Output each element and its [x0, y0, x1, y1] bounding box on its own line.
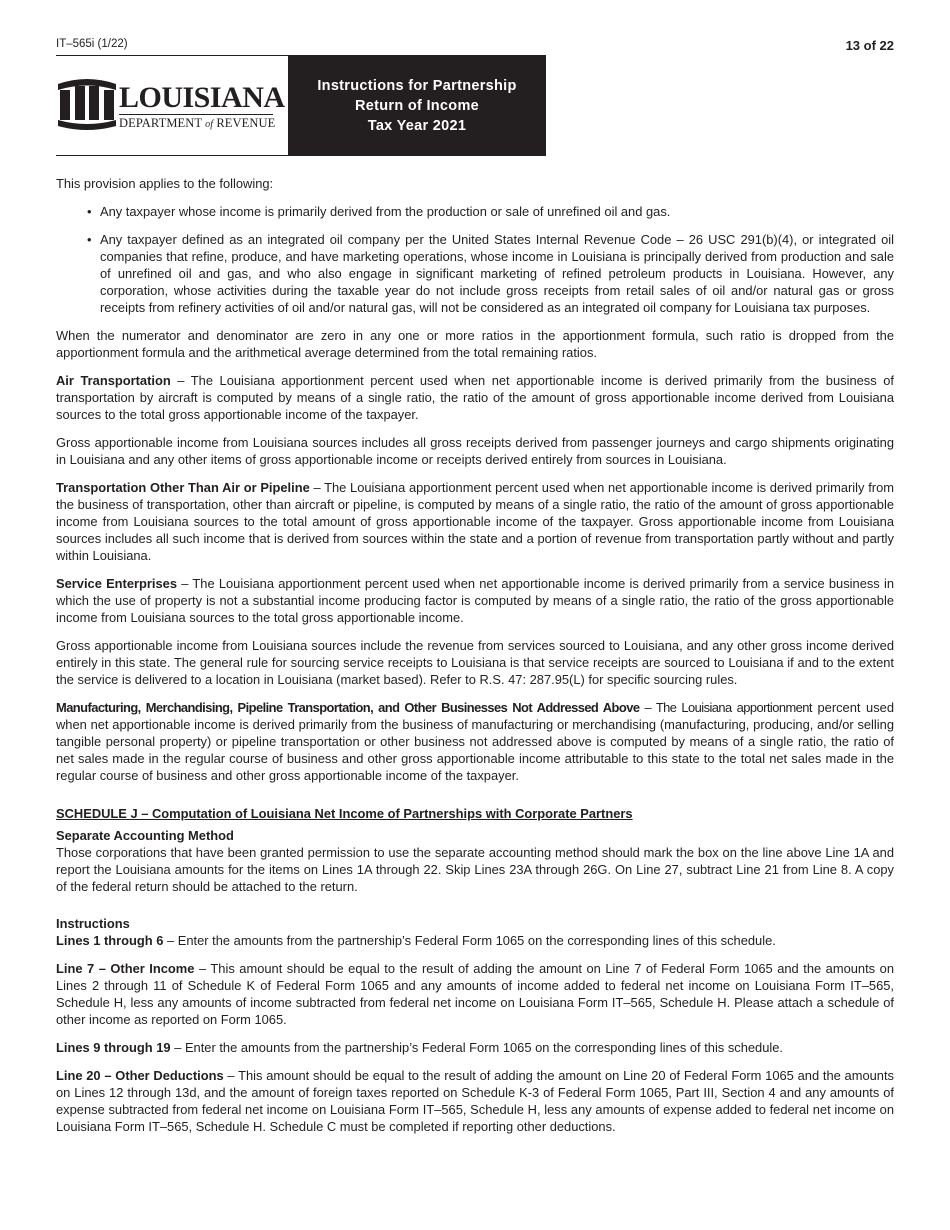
list-item: • Any taxpayer defined as an integrated oil company per the United States Internal Revenue Code – 26 USC 291(b)(4), or integrated oil companies that refine, produce, and have marketing operations, whose income in Louisiana is principally derived from production and sale of unrefined oil and gas, and who also engage in significant marketing of refined petroleum products in Louisiana. However, any corporation, whose activities during the taxable year do not include gross receipts from retail sales of oil and/or natural gas or gross receipts from refinery activities of oil and/or natural gas, will not be considered as an integrated oil company for Louisiana tax purposes. [56, 231, 894, 316]
logo-name: LOUISIANA [119, 81, 285, 114]
air-transportation-paragraph: Air Transportation – The Louisiana apportionment percent used when net apportionable income is derived primarily from the business of transportation by aircraft is computed by means of a single ratio, the ratio of the amount of gross apportionable income derived from Louisiana sources to the total gross apportionable income of the taxpayer. [56, 373, 894, 422]
air-gross-income-paragraph: Gross apportionable income from Louisiana sources includes all gross receipts derived from passenger journeys and cargo shipments originating in Louisiana and any other items of gross apportionable income or receipts derived entirely from sources in Louisiana. [56, 435, 894, 467]
provision-list [56, 203, 894, 316]
transportation-term: Transportation Other Than Air or Pipeline [56, 480, 310, 495]
lines-1-6-paragraph: Lines 1 through 6 – Enter the amounts from the partnership’s Federal Form 1065 on the corresponding lines of this schedule. [56, 933, 776, 948]
lines-9-19-paragraph: Lines 9 through 19 – Enter the amounts from the partnership’s Federal Form 1065 on the corresponding lines of this schedule. [56, 1040, 784, 1055]
louisiana-revenue-logo [56, 55, 288, 156]
logo-department: DEPARTMENT of REVENUE [119, 116, 276, 130]
document-header [56, 55, 546, 156]
title-line-2: Return of Income [354, 98, 480, 114]
service-enterprises-term: Service Enterprises [56, 576, 178, 591]
lines-9-19-term: Lines 9 through 19 [56, 1040, 171, 1055]
line-7-term: Line 7 – Other Income [56, 961, 195, 976]
form-id: IT–565i (1/22) [56, 38, 128, 50]
page-number: 13 of 22 [845, 38, 894, 53]
transportation-paragraph: Transportation Other Than Air or Pipeline – The Louisiana apportionment percent used when net apportionable income is derived primarily from the business of transportation, other than aircraft or pipeline, is computed by means of a single ratio, the ratio of the amount of gross apportionable income from Louisiana sources to the total amount of gross apportionable income of the taxpayer. Gross apportionable income from Louisiana sources includes all such income that is derived from sources within the state and a portion of revenue from transportation partly without and partly within Louisiana. [56, 480, 894, 563]
air-transportation-term: Air Transportation [56, 373, 171, 388]
title-line-3: Tax Year 2021 [367, 118, 467, 134]
manufacturing-paragraph: Manufacturing, Merchandising, Pipeline Transportation, and Other Businesses Not Addressed Above – The Louisiana apportionment percent used when net apportionable income is derived primarily from the business of manufacturing or merchandising (manufacturing, producing, and/or selling tangible personal property) or pipeline transportation or other business not addressed above is computed by means of a single ratio, the ratio of net sales made in the regular course of business and other gross apportionable income attributable to this state to the total net sales made in the regular course of business and other gross apportionable income of the taxpayer. [56, 700, 894, 783]
manufacturing-term: Manufacturing, Merchandising, Pipeline Transportation, and Other Businesses Not Addressed Above [56, 700, 640, 715]
logo-divider [119, 114, 273, 115]
page-top-line [56, 38, 894, 52]
service-gross-income-paragraph: Gross apportionable income from Louisiana sources include the revenue from services sourced to Louisiana, and any other gross income derived entirely in this state. The general rule for sourcing service receipts to Louisiana is that service receipts are sourced to Louisiana if and to the extent the service is delivered to a location in Louisiana (market based). Refer to R.S. 47: 287.95(L) for specific sourcing rules. [56, 638, 894, 687]
separate-accounting-paragraph: Those corporations that have been granted permission to use the separate accounting method should mark the box on the line above Line 1A and report the Louisiana amounts for the items on Lines 1A through 22. Skip Lines 23A through 26G. On Line 27, subtract Line 21 from Line 8. A copy of the federal return should be attached to the return. [56, 845, 894, 894]
provision-intro: This provision applies to the following: [56, 176, 274, 191]
line-20-paragraph: Line 20 – Other Deductions – This amount should be equal to the result of adding the amount on Line 20 of Federal Form 1065 and the amounts on Lines 12 through 13d, and the amount of foreign taxes reported on Schedule K-3 of Federal Form 1065, Part III, Section 4 and any amounts of expense subtracted from federal net income on Louisiana Form IT–565, Schedule H, less any amounts of expense added to federal net income on Louisiana Form IT–565, Schedule H. Schedule C must be completed if reporting other deductions. [56, 1068, 894, 1134]
separate-accounting-heading: Separate Accounting Method [56, 828, 234, 843]
instructions-heading: Instructions [56, 916, 130, 931]
title-line-1: Instructions for Partnership [317, 78, 517, 94]
lines-1-6-term: Lines 1 through 6 [56, 933, 164, 948]
document-title-box [288, 55, 546, 156]
zero-ratio-paragraph: When the numerator and denominator are zero in any one or more ratios in the apportionment formula, such ratio is dropped from the apportionment formula and the arithmetical average determined from the total remaining ratios. [56, 328, 894, 360]
line-20-term: Line 20 – Other Deductions [56, 1068, 224, 1083]
schedule-j-heading: SCHEDULE J – Computation of Louisiana Net Income of Partnerships with Corporate Partners [56, 806, 633, 821]
service-enterprises-paragraph: Service Enterprises – The Louisiana apportionment percent used when net apportionable income is derived primarily from a service business in which the use of property is not a substantial income producing factor is computed by means of a single ratio, the ratio of the gross apportionable income from Louisiana sources to the total gross apportionable income. [56, 576, 894, 625]
instructions-body [56, 175, 894, 1146]
line-7-paragraph: Line 7 – Other Income – This amount should be equal to the result of adding the amount on Line 7 of Federal Form 1065 and the amounts on Lines 2 through 11 of Schedule K of Federal Form 1065 and any amounts of income added to federal net income on Louisiana Form IT–565, Schedule H, less any amounts of income subtracted from federal net income on Louisiana Form IT–565, Schedule H. Please attach a schedule of other income as reported on Form 1065. [56, 961, 894, 1027]
capitol-columns-icon [56, 76, 118, 136]
list-item: • Any taxpayer whose income is primarily derived from the production or sale of unrefined oil and gas. [56, 203, 894, 220]
